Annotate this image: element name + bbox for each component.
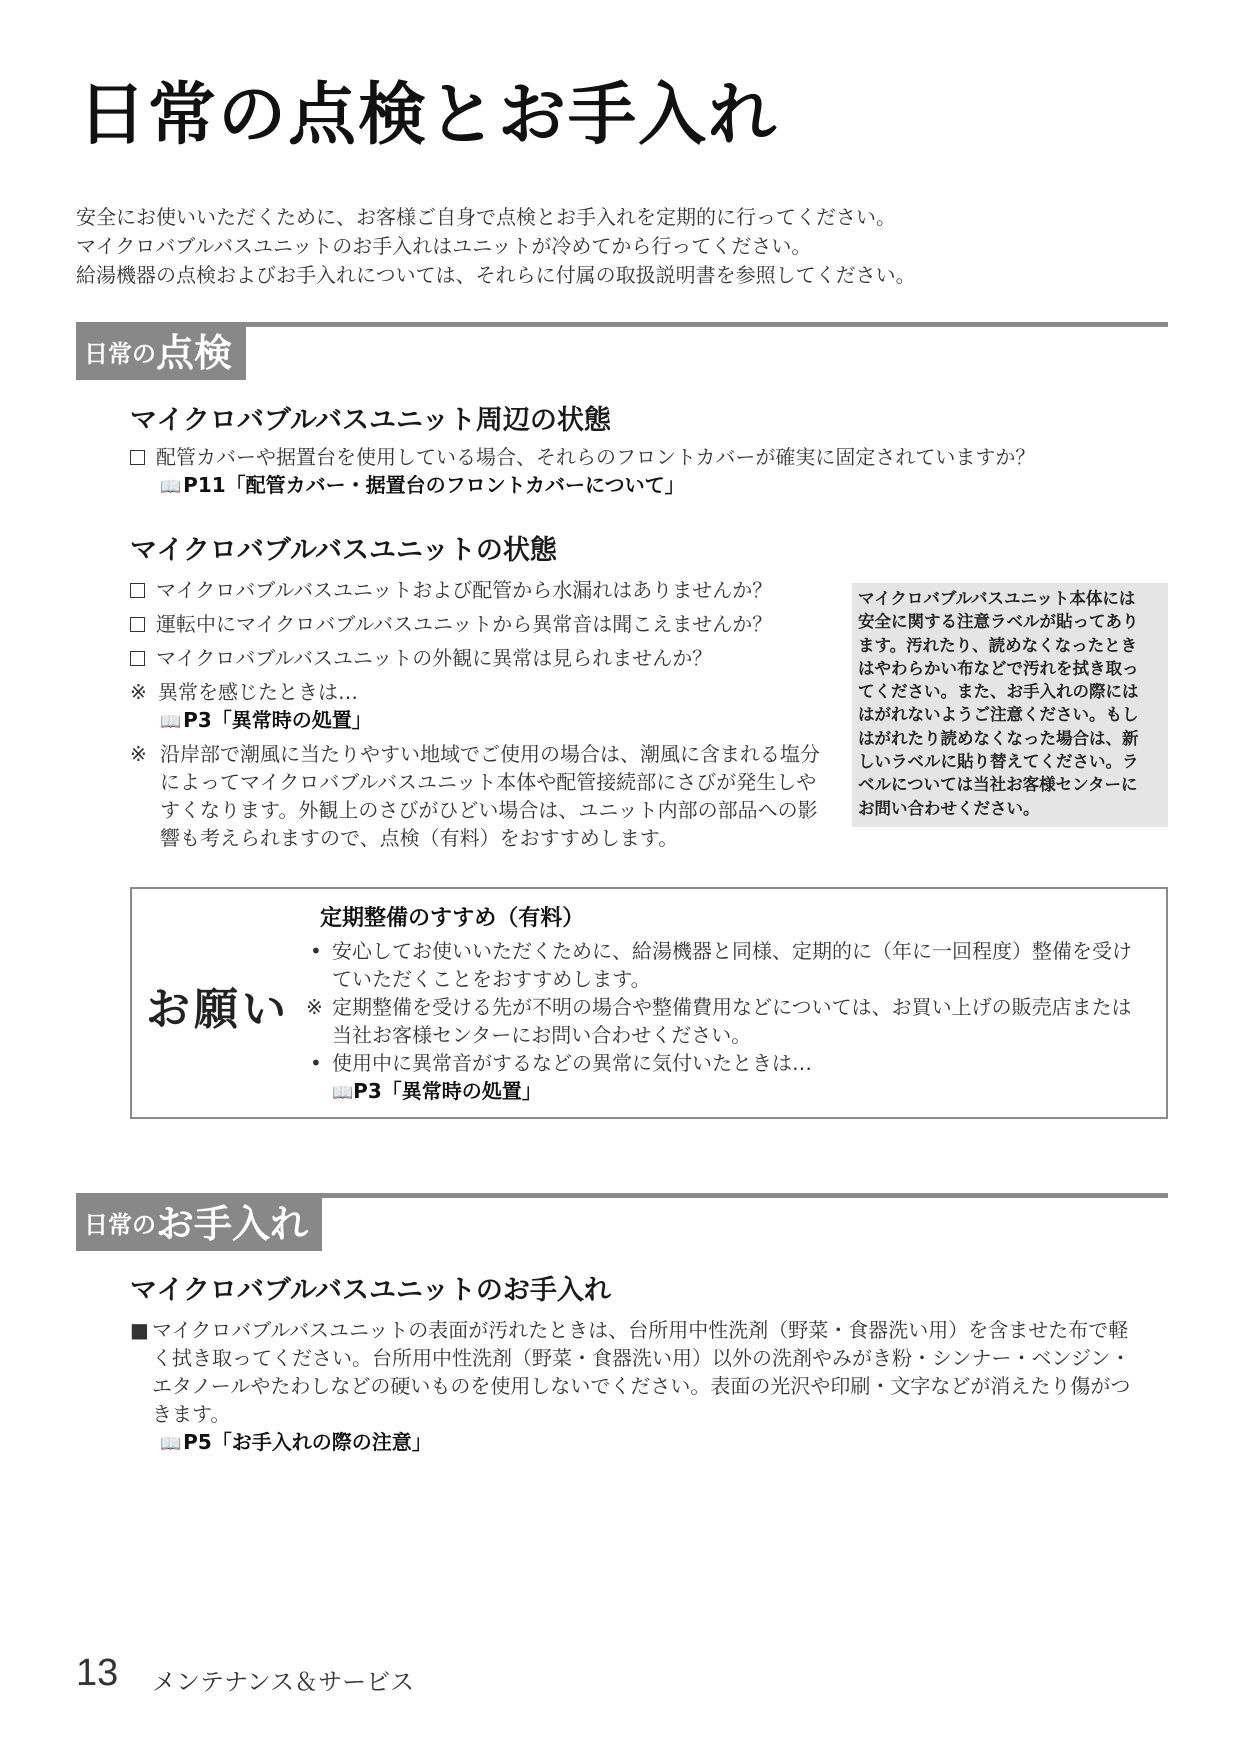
book-icon: 📖	[160, 477, 182, 497]
label-note-line: はやわらかい布などで汚れを拭き取っ	[858, 658, 1139, 678]
label-note-line: はがれたり読めなくなった場合は、新	[858, 728, 1139, 748]
heading-surroundings: マイクロバブルバスユニット周辺の状態	[130, 405, 611, 436]
request-title: 定期整備のすすめ（有料）	[320, 906, 585, 931]
request-label: お願い	[146, 984, 290, 1035]
section-tag-prefix: 日常の	[84, 340, 156, 368]
checkbox-icon	[130, 450, 145, 465]
section-tag-inspection	[76, 322, 246, 380]
note-line: によってマイクロバブルバスユニット本体や配管接続部にさびが発生しや	[160, 770, 817, 794]
label-note-line: しいラベルに貼り替えてください。ラ	[858, 752, 1139, 772]
checkbox-icon	[130, 651, 145, 666]
request-line: 使用中に異常音がするなどの異常に気付いたときは…	[332, 1051, 812, 1075]
care-line: きます。	[152, 1402, 231, 1426]
label-note-line: お問い合わせください。	[858, 798, 1040, 818]
checkbox-icon	[130, 583, 145, 598]
page-reference	[160, 471, 685, 501]
page-reference	[160, 1428, 432, 1458]
care-text	[152, 1316, 1131, 1428]
care-line: マイクロバブルバスユニットの表面が汚れたときは、台所用中性洗剤（野菜・食器洗い用）を含ませた布で軽	[152, 1318, 1129, 1342]
section-tag-title: お手入れ	[156, 1202, 309, 1246]
label-note-line: てください。また、お手入れの際には	[858, 682, 1139, 702]
check-item	[130, 644, 712, 672]
request-box	[130, 887, 1168, 1119]
check-item-text: 運転中にマイクロバブルバスユニットから異常音は聞こえませんか？	[156, 612, 773, 636]
note-mark: ※	[130, 680, 147, 704]
check-item	[130, 610, 772, 638]
page-reference-text: P11「配管カバー・据置台のフロントカバーについて」	[183, 473, 685, 497]
page-reference	[160, 706, 372, 736]
intro-line: 安全にお使いいただくために、お客様ご自身で点検とお手入れを定期的に行ってください。	[76, 205, 896, 229]
note-text: 異常を感じたときは…	[158, 680, 358, 704]
intro-line: 給湯機器の点検およびお手入れについては、それらに付属の取扱説明書を参照してください。	[76, 263, 916, 287]
care-line: く拭き取ってください。台所用中性洗剤（野菜・食器洗い用）以外の洗剤やみがき粉・シンナー・ベンジン・	[152, 1346, 1131, 1370]
label-note-line: 安全に関する注意ラベルが貼ってあり	[858, 612, 1139, 632]
bullet: •	[310, 939, 322, 963]
page-reference-text: P5「お手入れの際の注意」	[183, 1430, 432, 1454]
bullet-square: ■	[130, 1318, 149, 1342]
section-tag-care	[76, 1193, 322, 1251]
note-line: すくなります。外観上のさびがひどい場合は、ユニット内部の部品への影	[160, 798, 818, 822]
intro-line: マイクロバブルバスユニットのお手入れはユニットが冷めてから行ってください。	[76, 234, 812, 258]
label-note-line: はがれないようご注意ください。もし	[858, 705, 1139, 725]
page-title: 日常の点検とお手入れ	[78, 76, 779, 155]
note-item	[130, 678, 358, 706]
label-note-line: ベルについては当社お客様センターに	[858, 775, 1138, 795]
intro-text	[76, 203, 916, 290]
footer-section: メンテナンス＆サービス	[152, 1668, 415, 1696]
label-note-line: ます。汚れたり、読めなくなったとき	[858, 635, 1138, 655]
section-tag-title: 点検	[156, 331, 233, 375]
check-item	[130, 576, 772, 604]
care-line: エタノールやたわしなどの硬いものを使用しないでください。表面の光沢や印刷・文字などが消えたり傷がつ	[152, 1374, 1131, 1398]
book-icon: 📖	[332, 1083, 354, 1103]
request-line: 当社お客様センターにお問い合わせください。	[332, 1023, 752, 1047]
page-reference-text: P3「異常時の処置」	[183, 708, 372, 732]
heading-care: マイクロバブルバスユニットのお手入れ	[130, 1275, 611, 1306]
label-note-box	[852, 583, 1168, 827]
check-item-text: 配管カバーや据置台を使用している場合、それらのフロントカバーが確実に固定されていますか？	[156, 445, 1036, 469]
page-number: 13	[76, 1652, 119, 1694]
heading-unit-state: マイクロバブルバスユニットの状態	[130, 535, 557, 566]
section-tag-prefix: 日常の	[84, 1211, 156, 1239]
note-mark-2: ※	[130, 742, 147, 766]
note-salt-air	[160, 740, 850, 852]
note-line: 響も考えられますので、点検（有料）をおすすめします。	[160, 826, 679, 850]
book-icon: 📖	[160, 712, 182, 732]
page-reference	[332, 1077, 542, 1107]
note-mark: ※	[306, 995, 323, 1019]
request-line: ていただくことをおすすめします。	[332, 967, 651, 991]
check-item	[130, 443, 1035, 471]
book-icon: 📖	[160, 1434, 182, 1454]
check-item-text: マイクロバブルバスユニットの外観に異常は見られませんか？	[156, 646, 713, 670]
checkbox-icon	[130, 617, 145, 632]
bullet: •	[310, 1051, 322, 1075]
note-line: 沿岸部で潮風に当たりやすい地域でご使用の場合は、潮風に含まれる塩分	[160, 742, 820, 766]
check-item-text: マイクロバブルバスユニットおよび配管から水漏れはありませんか？	[156, 578, 773, 602]
request-line: 定期整備を受ける先が不明の場合や整備費用などについては、お買い上げの販売店または	[332, 995, 1132, 1019]
page-reference-text: P3「異常時の処置」	[353, 1079, 542, 1103]
request-line: 安心してお使いいただくために、給湯機器と同様、定期的に（年に一回程度）整備を受け	[332, 939, 1132, 963]
label-note-line: マイクロバブルバスユニット本体には	[858, 589, 1136, 608]
